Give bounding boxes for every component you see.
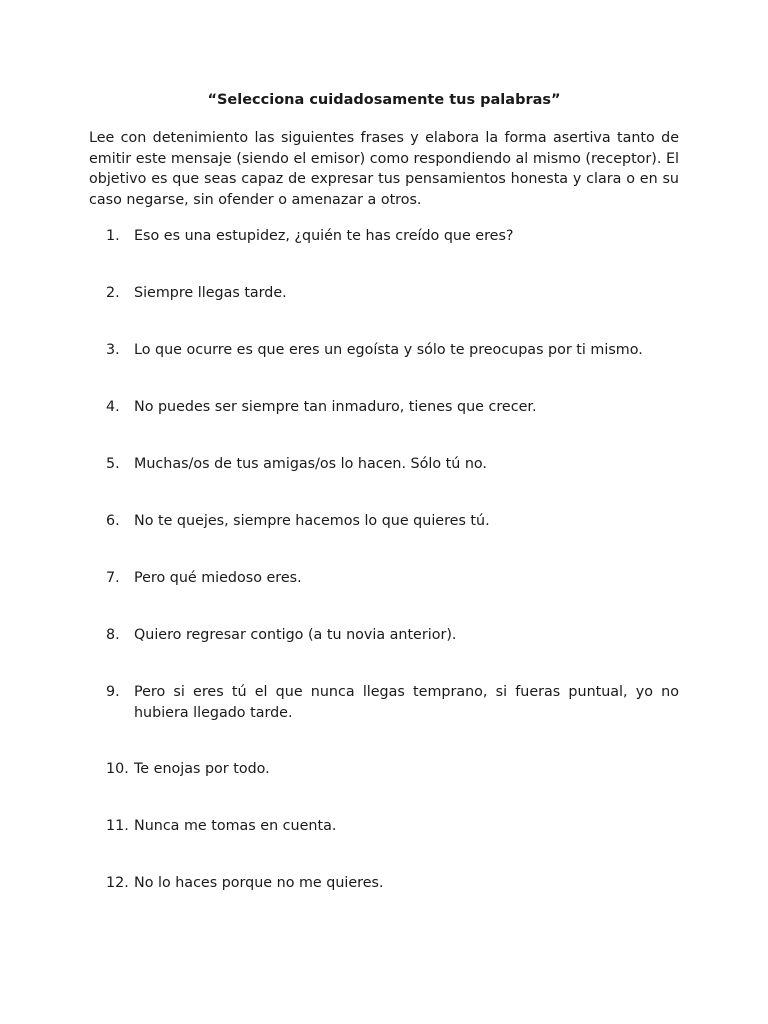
list-item-text: Pero si eres tú el que nunca llegas temprano, si fueras puntual, yo no hubiera llegado tarde. xyxy=(134,684,679,721)
list-item xyxy=(106,397,679,418)
list-item-text: Te enojas por todo. xyxy=(134,761,270,777)
list-item xyxy=(106,511,679,532)
list-item-number: 4. xyxy=(106,399,120,415)
list-item-number: 12. xyxy=(106,875,129,891)
document-title: “Selecciona cuidadosamente tus palabras” xyxy=(207,92,561,108)
list-item-text: No puedes ser siempre tan inmaduro, tienes que crecer. xyxy=(134,399,537,415)
instructions-paragraph: Lee con detenimiento las siguientes frases y elabora la forma asertiva tanto de emitir este mensaje (siendo el emisor) como respondiendo al mismo (receptor). El objetivo es que seas capaz de expresar tus pensamientos honesta y clara o en su caso negarse, sin ofender o amenazar a otros. xyxy=(89,130,679,208)
list-item-number: 2. xyxy=(106,285,120,301)
list-item-number: 1. xyxy=(106,228,120,244)
list-item xyxy=(106,759,679,780)
list-item xyxy=(106,454,679,475)
list-item-number: 8. xyxy=(106,627,120,643)
list-item-number: 6. xyxy=(106,513,120,529)
list-item-text: Lo que ocurre es que eres un egoísta y sólo te preocupas por ti mismo. xyxy=(134,342,643,358)
list-item xyxy=(106,873,679,894)
list-item-number: 11. xyxy=(106,818,129,834)
list-item-text: No lo haces porque no me quieres. xyxy=(134,875,384,891)
list-item-text: Siempre llegas tarde. xyxy=(134,285,287,301)
list-item-text: Eso es una estupidez, ¿quién te has creído que eres? xyxy=(134,228,514,244)
list-item xyxy=(106,340,679,361)
list-item-text: Muchas/os de tus amigas/os lo hacen. Sólo tú no. xyxy=(134,456,487,472)
list-item xyxy=(106,568,679,589)
list-item xyxy=(106,682,679,723)
list-item-number: 10. xyxy=(106,761,129,777)
list-item-text: No te quejes, siempre hacemos lo que quieres tú. xyxy=(134,513,490,529)
list-item-text: Nunca me tomas en cuenta. xyxy=(134,818,337,834)
list-item xyxy=(106,226,679,247)
list-item xyxy=(106,816,679,837)
list-item-number: 9. xyxy=(106,684,120,700)
list-item xyxy=(106,625,679,646)
list-item-number: 7. xyxy=(106,570,120,586)
list-item xyxy=(106,283,679,304)
list-item-text: Quiero regresar contigo (a tu novia anterior). xyxy=(134,627,457,643)
list-item-text: Pero qué miedoso eres. xyxy=(134,570,302,586)
list-item-number: 5. xyxy=(106,456,120,472)
list-item-number: 3. xyxy=(106,342,120,358)
